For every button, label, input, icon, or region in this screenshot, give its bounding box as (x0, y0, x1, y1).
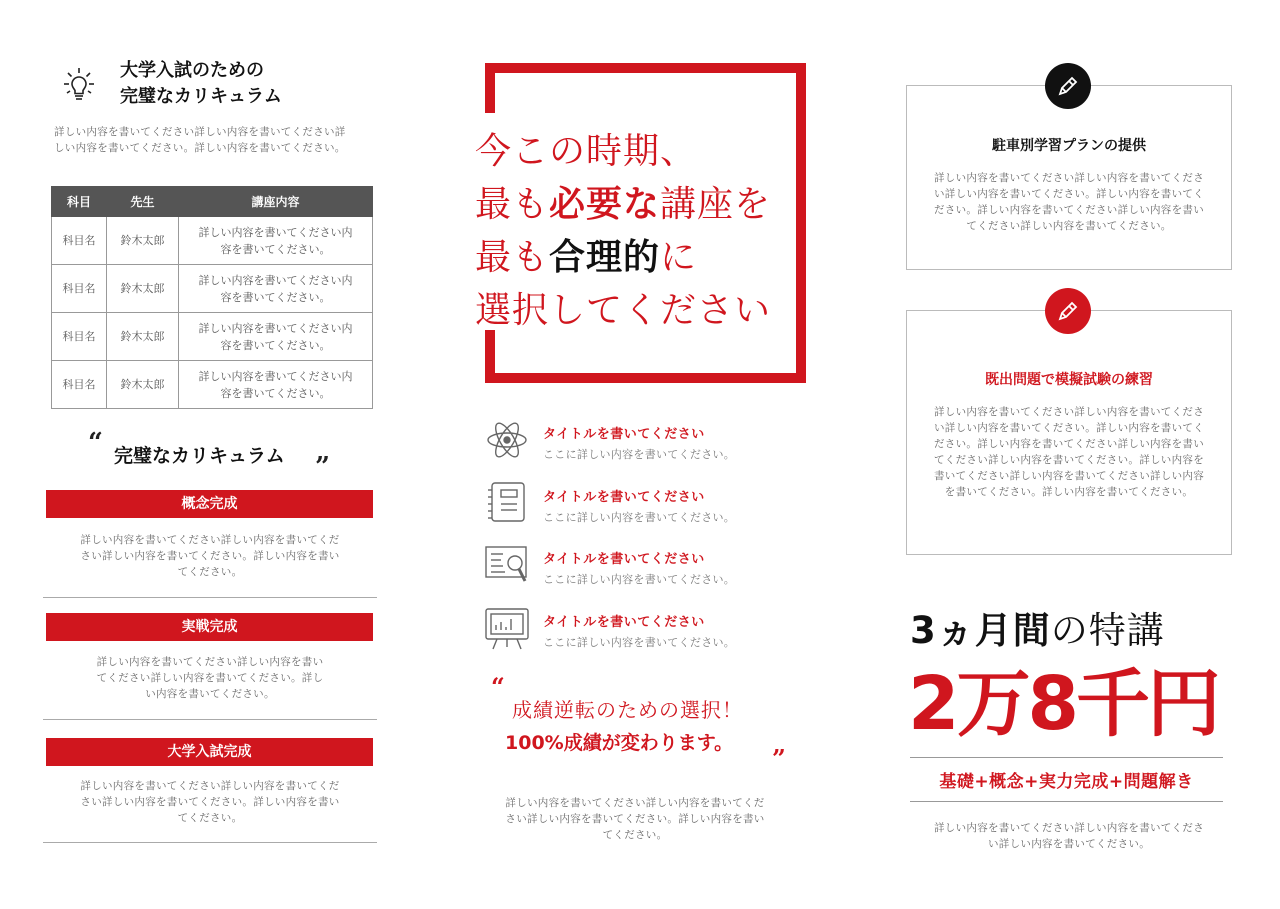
stage-divider (43, 842, 377, 843)
lightbulb-icon (56, 62, 102, 108)
slogan-line1: 成績逆転のための選択！ (512, 698, 743, 722)
price-text: 詳しい内容を書いてください詳しい内容を書いてください詳しい内容を書いてください。 (934, 822, 1204, 850)
table-cell-subject: 科目名 (52, 361, 107, 409)
feature-item (543, 611, 735, 650)
table-row (52, 265, 373, 313)
table-cell-content: 詳しい内容を書いてください内容を書いてください。 (179, 361, 373, 409)
presentation-board-icon (483, 603, 531, 651)
headline-text: 講座を (660, 184, 772, 225)
table-header-content: 講座内容 (179, 187, 373, 217)
search-document-icon (483, 541, 531, 589)
table-cell-content: 詳しい内容を書いてください内容を書いてください。 (179, 265, 373, 313)
headline-line4: 選択してください (475, 290, 772, 331)
table-row (52, 217, 373, 265)
exam-practice-card-title: 既出問題で模擬試験の練習 (985, 372, 1153, 388)
stage-bar-practice: 実戦完成 (46, 613, 373, 641)
table-cell-subject: 科目名 (52, 265, 107, 313)
price-divider (910, 801, 1223, 802)
course-duration (910, 600, 1165, 654)
feature-title: タイトルを書いてください (543, 552, 705, 567)
plan-card-title: 駐車別学習プランの提供 (992, 138, 1146, 154)
plan-card-text: 詳しい内容を書いてください詳しい内容を書いてください詳しい内容を書いてください。詳しい内容を書いてください。詳しい内容を書いてください詳しい内容を書いてください詳しい内容を書いてください。 (934, 172, 1204, 232)
table-cell-content: 詳しい内容を書いてください内容を書いてください。 (179, 313, 373, 361)
headline-copy (475, 125, 775, 337)
stage-divider (43, 597, 377, 598)
table-cell-teacher: 鈴木太郎 (107, 265, 179, 313)
feature-desc: ここに詳しい内容を書いてください。 (543, 573, 736, 586)
heading-line1: 大学入試のための (120, 60, 264, 81)
stage-divider (43, 719, 377, 720)
curriculum-table (51, 186, 373, 409)
feature-item (543, 423, 735, 462)
stage-bar-entrance-exam: 大学入試完成 (46, 738, 373, 766)
table-cell-teacher: 鈴木太郎 (107, 217, 179, 265)
curriculum-section-title: 完璧なカリキュラム (114, 445, 285, 467)
special-course-text: の特講 (1050, 609, 1165, 652)
price-amount: 2万8千円 (908, 661, 1218, 747)
feature-title: タイトルを書いてください (543, 427, 705, 442)
slogan-quote-close: ” (772, 744, 786, 773)
headline-text: に (660, 237, 698, 278)
feature-title: タイトルを書いてください (543, 490, 705, 505)
headline-line3 (475, 231, 775, 284)
quote-open-mark: “ (88, 428, 103, 458)
table-cell-teacher: 鈴木太郎 (107, 361, 179, 409)
slogan-body: 詳しい内容を書いてください詳しい内容を書いてください詳しい内容を書いてください。詳しい内容を書いてください。 (505, 797, 765, 841)
feature-desc: ここに詳しい内容を書いてください。 (543, 636, 736, 649)
stage-text-concept: 詳しい内容を書いてください詳しい内容を書いてください詳しい内容を書いてください。詳しい内容を書いてください。 (80, 534, 340, 578)
slogan-line2: 100%成績が変わります。 (505, 732, 734, 754)
atom-icon (483, 416, 531, 464)
table-cell-teacher: 鈴木太郎 (107, 313, 179, 361)
price-includes: 基礎+概念+実力完成+問題解き (939, 772, 1194, 792)
heading-line2: 完璧なカリキュラム (120, 86, 282, 107)
stage-bar-concept: 概念完成 (46, 490, 373, 518)
table-cell-content: 詳しい内容を書いてください内容を書いてください。 (179, 217, 373, 265)
table-header-teacher: 先生 (107, 187, 179, 217)
slogan-quote-open: “ (491, 672, 505, 701)
table-row (52, 361, 373, 409)
table-header-subject: 科目 (52, 187, 107, 217)
notebook-icon (483, 478, 531, 526)
headline-text: 最も (475, 184, 550, 225)
pencil-icon (1045, 288, 1091, 334)
pencil-icon (1045, 63, 1091, 109)
table-cell-subject: 科目名 (52, 217, 107, 265)
feature-item (543, 486, 735, 525)
headline-line1: 今この時期、 (475, 131, 698, 172)
price-divider (910, 757, 1223, 758)
curriculum-heading (120, 58, 282, 110)
table-cell-subject: 科目名 (52, 313, 107, 361)
intro-text: 詳しい内容を書いてください詳しい内容を書いてください詳しい内容を書いてください。詳しい内容を書いてください。 (54, 126, 346, 154)
stage-text-practice: 詳しい内容を書いてください詳しい内容を書いてください詳しい内容を書いてください。詳しい内容を書いてください。 (96, 656, 324, 700)
headline-text: 最も (475, 237, 550, 278)
feature-title: タイトルを書いてください (543, 615, 705, 630)
duration-text: 3ヵ月間 (910, 609, 1051, 652)
feature-desc: ここに詳しい内容を書いてください。 (543, 511, 736, 524)
quote-close-mark: ” (315, 452, 330, 482)
stage-text-entrance-exam: 詳しい内容を書いてください詳しい内容を書いてください詳しい内容を書いてください。詳しい内容を書いてください。 (80, 780, 340, 824)
headline-emphasis: 合理的 (549, 237, 661, 278)
feature-desc: ここに詳しい内容を書いてください。 (543, 448, 736, 461)
table-row (52, 313, 373, 361)
headline-emphasis: 必要な (549, 184, 661, 225)
exam-practice-card-text: 詳しい内容を書いてください詳しい内容を書いてください詳しい内容を書いてください。詳しい内容を書いてください。詳しい内容を書いてください詳しい内容を書いてください詳しい内容を書いてください。詳しい内容を書いてください詳しい内容を書いてください詳しい内容を書いてください。詳しい内容を書いてください。 (934, 406, 1204, 498)
headline-line2 (475, 178, 775, 231)
feature-item (543, 548, 735, 587)
